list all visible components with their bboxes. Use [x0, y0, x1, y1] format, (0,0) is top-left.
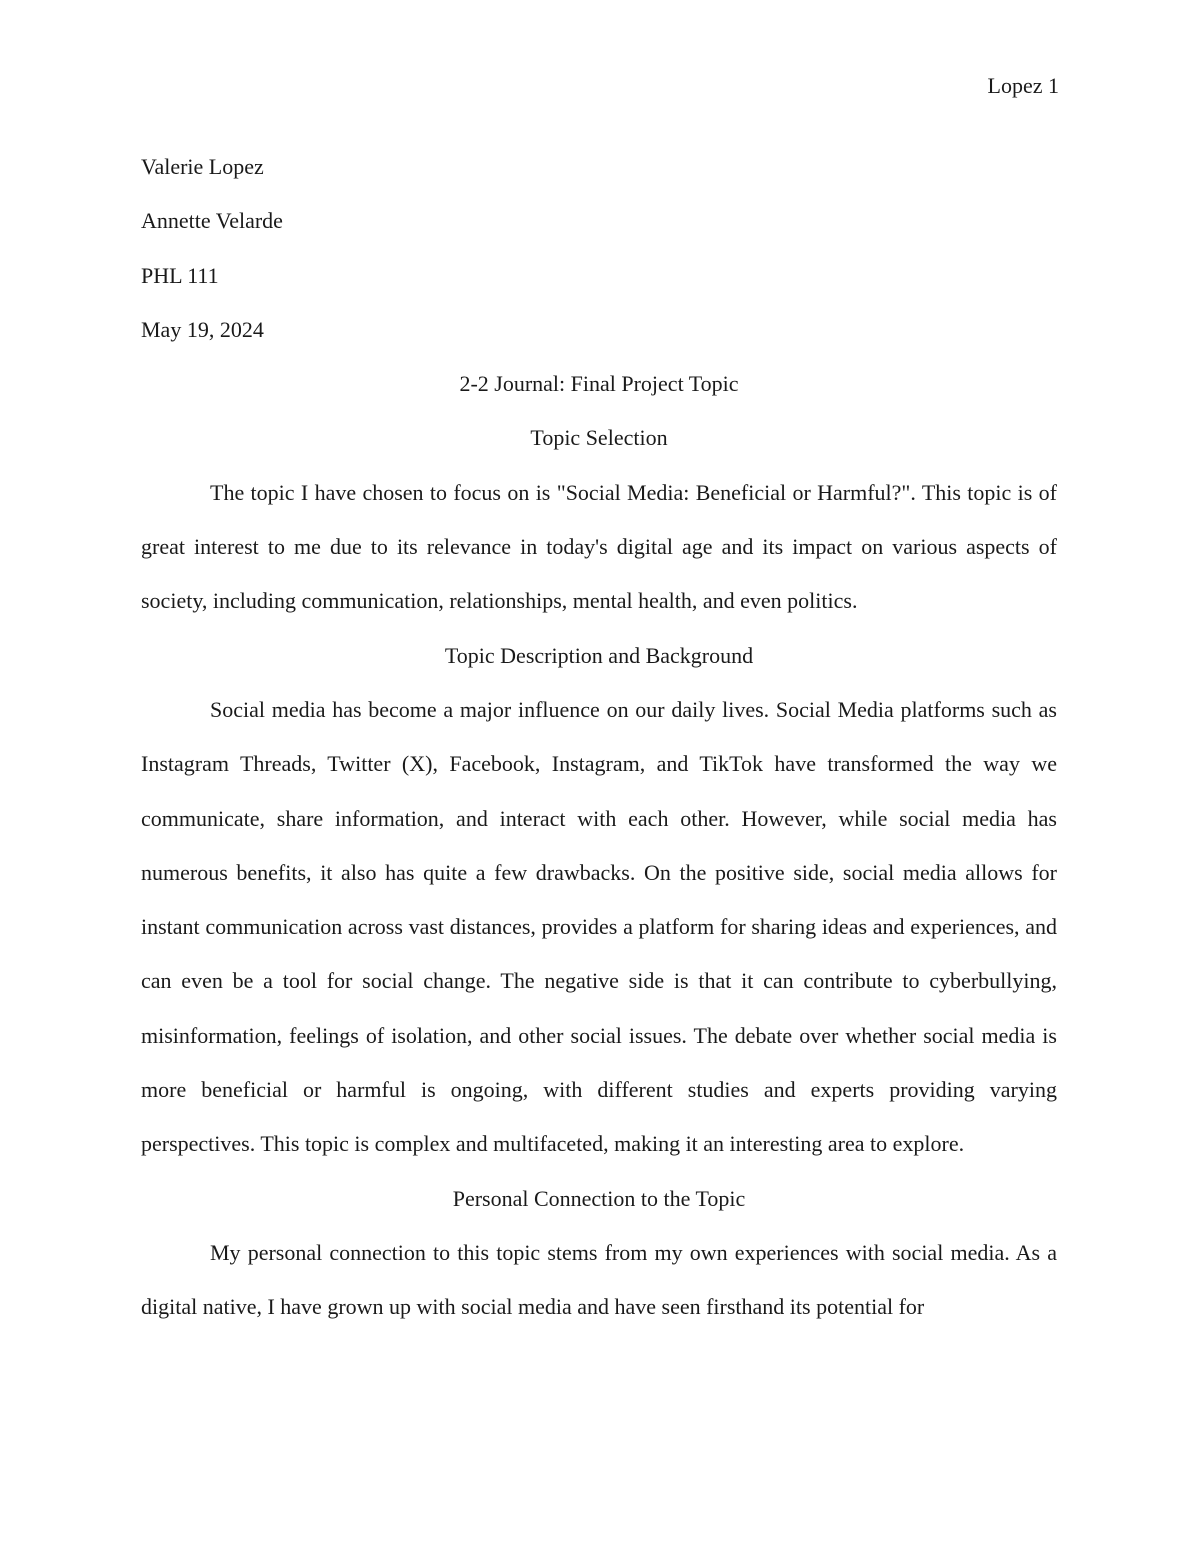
paragraph-topic-description: Social media has become a major influence on our daily lives. Social Media platforms such as Instagram Threads, Twitter (X), Facebook, Instagram, and TikTok have transformed the way we communicate, share information, and interact with each other. However, while social media has numerous benefits, it also has quite a few drawbacks. On the positive side, social media allows for instant communication across vast distances, provides a platform for sharing ideas and experiences, and can even be a tool for social change. The negative side is that it can contribute to cyberbullying, misinformation, feelings of isolation, and other social issues. The debate over whether social media is more beneficial or harmful is ongoing, with different studies and experts providing varying perspectives. This topic is complex and multifaceted, making it an interesting area to explore. [141, 696, 1057, 1157]
instructor-name: Annette Velarde [141, 208, 283, 234]
course-code: PHL 111 [141, 262, 219, 288]
running-head: Lopez 1 [987, 73, 1059, 98]
document-body [141, 140, 1057, 1335]
student-name: Valerie Lopez [141, 154, 264, 179]
paragraph-personal-connection: My personal connection to this topic stems from my own experiences with social media. As a digital native, I have grown up with social media and have seen firsthand its potential for [141, 1239, 1057, 1320]
paragraph-topic-selection: The topic I have chosen to focus on is "Social Media: Beneficial or Harmful?". This topic is of great interest to me due to its relevance in today's digital age and its impact on various aspects of society, including communication, relationships, mental health, and even politics. [141, 479, 1057, 614]
section-heading-topic-description: Topic Description and Background [444, 642, 754, 668]
section-heading-personal-connection: Personal Connection to the Topic [452, 1185, 746, 1211]
document-date: May 19, 2024 [141, 316, 264, 342]
section-heading-topic-selection: Topic Selection [530, 425, 668, 451]
document-title: 2-2 Journal: Final Project Topic [459, 371, 739, 397]
